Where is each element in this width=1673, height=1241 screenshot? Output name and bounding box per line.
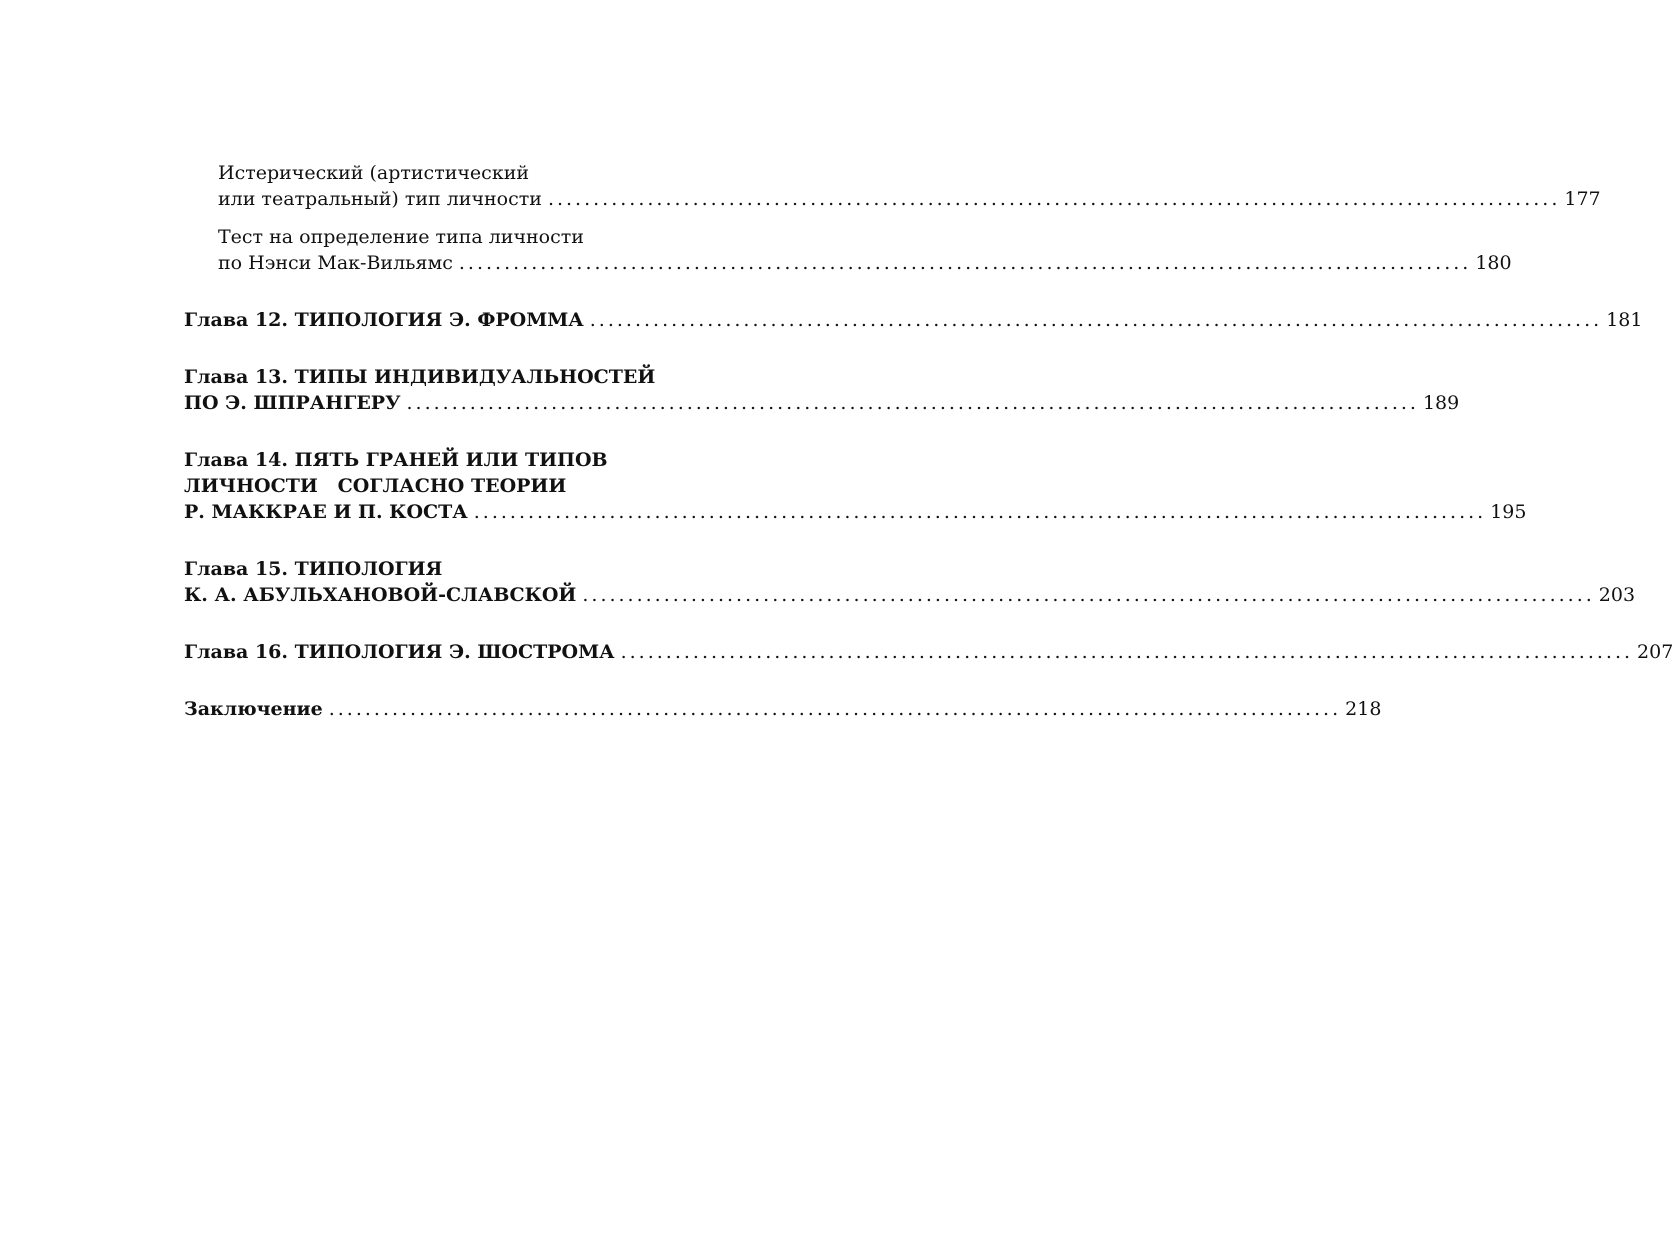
page-number: 189 [1422, 392, 1460, 414]
toc-entry-last-line [184, 307, 1643, 333]
page-number: 180 [1475, 252, 1512, 274]
dot-leader: ................................................................................................................ [473, 501, 1487, 523]
toc-entry-hysterical-type [184, 160, 1601, 212]
toc-entry-line: или театральный) тип личности [218, 188, 542, 210]
dot-leader: ................................................................................................................ [328, 698, 1342, 720]
page-number: 177 [1564, 188, 1601, 210]
toc-entry-line: Глава 16. ТИПОЛОГИЯ Э. ШОСТРОМА [184, 641, 615, 663]
toc-entry-last-line [218, 250, 1512, 276]
toc-entry-line: Тест на определение типа личности [218, 226, 584, 248]
toc-entry-line: Заключение [184, 698, 323, 720]
dot-leader: ................................................................................................................ [547, 188, 1561, 210]
toc-entry-last-line [218, 186, 1601, 212]
toc-entry-line: Глава 15. ТИПОЛОГИЯ [184, 558, 443, 580]
toc-entry-line: К. А. АБУЛЬХАНОВОЙ-СЛАВСКОЙ [184, 584, 577, 606]
toc-chapter-15 [184, 556, 1636, 608]
table-of-contents [184, 160, 1673, 722]
toc-entry-line: ЛИЧНОСТИ СОГЛАСНО ТЕОРИИ [184, 475, 567, 497]
toc-entry-line: ПО Э. ШПРАНГЕРУ [184, 392, 401, 414]
toc-chapter-12 [184, 307, 1643, 333]
toc-entry-personality-test [184, 224, 1512, 276]
toc-entry-line: Глава 14. ПЯТЬ ГРАНЕЙ ИЛИ ТИПОВ [184, 449, 608, 471]
dot-leader: ................................................................................................................ [458, 252, 1472, 274]
toc-entry-last-line [184, 390, 1460, 416]
toc-entry-line: Глава 13. ТИПЫ ИНДИВИДУАЛЬНОСТЕЙ [184, 366, 656, 388]
toc-conclusion [184, 696, 1382, 722]
dot-leader: ................................................................................................................ [582, 584, 1595, 606]
dot-leader: ................................................................................................................ [620, 641, 1634, 663]
page-number: 195 [1490, 501, 1527, 523]
toc-entry-line: Глава 12. ТИПОЛОГИЯ Э. ФРОММА [184, 309, 584, 331]
toc-chapter-13 [184, 364, 1460, 416]
toc-entry-last-line [184, 582, 1636, 608]
toc-entry-last-line [184, 499, 1527, 525]
toc-entry-last-line [184, 696, 1382, 722]
toc-chapter-16 [184, 639, 1673, 665]
page-number: 181 [1606, 309, 1643, 331]
page-number: 207 [1637, 641, 1673, 663]
toc-entry-line: Истерический (артистический [218, 162, 530, 184]
dot-leader: ................................................................................................................ [589, 309, 1603, 331]
page-number: 218 [1345, 698, 1382, 720]
toc-entry-line: по Нэнси Мак-Вильямс [218, 252, 453, 274]
toc-chapter-14 [184, 447, 1527, 525]
page-number: 203 [1598, 584, 1636, 606]
toc-entry-line: Р. МАККРАЕ И П. КОСТА [184, 501, 468, 523]
dot-leader: ................................................................................................................ [406, 392, 1419, 414]
toc-entry-last-line [184, 639, 1673, 665]
